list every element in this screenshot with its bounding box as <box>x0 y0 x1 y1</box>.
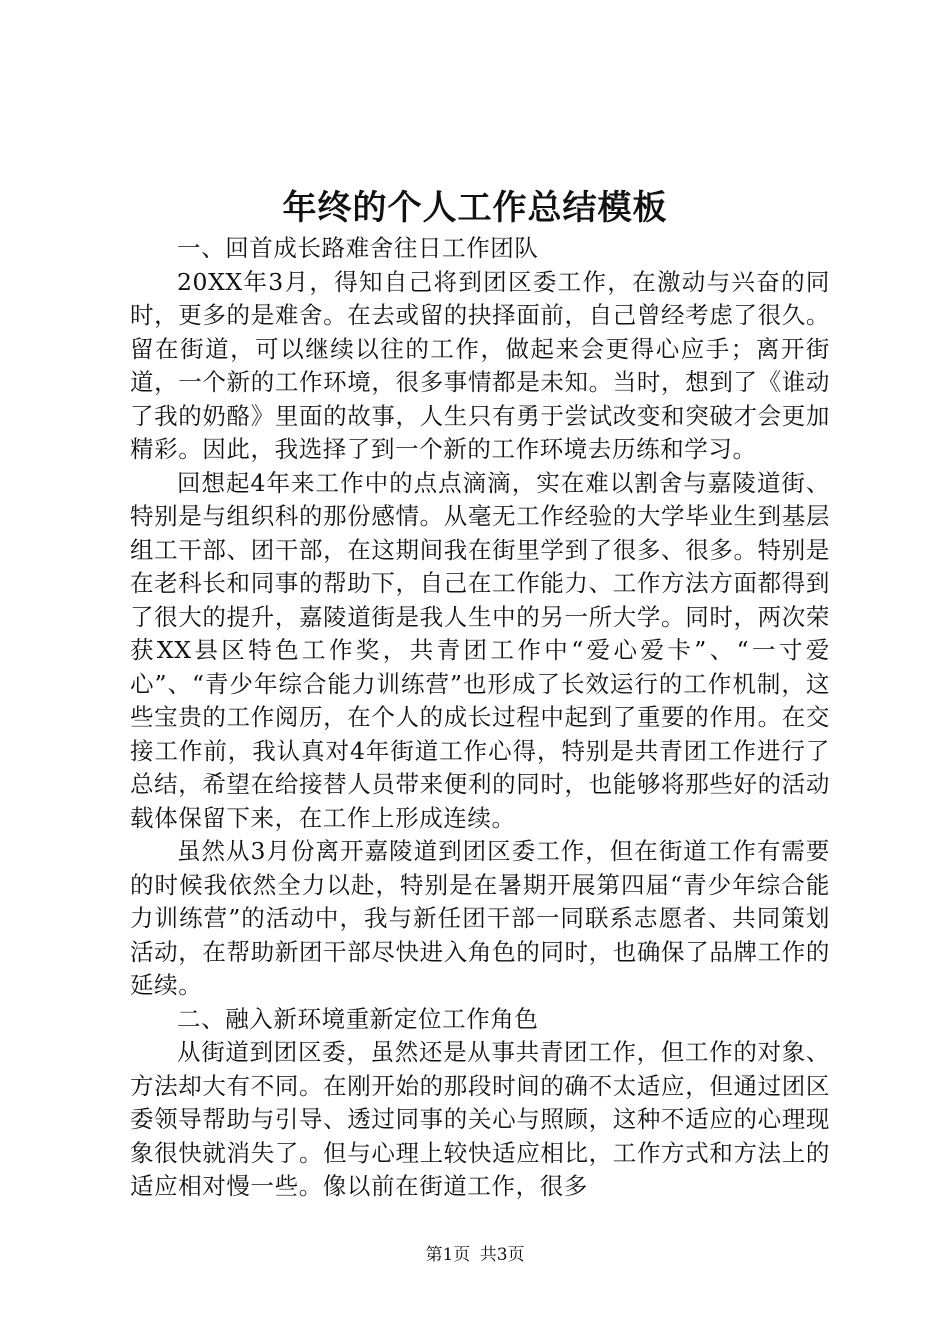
body-paragraph: 20XX年3月，得知自己将到团区委工作，在激动与兴奋的同时，更多的是难舍。在去或留的抉择面前，自己曾经考虑了很久。留在街道，可以继续以往的工作，做起来会更得心应手；离开街道，一个新的工作环境，很多事情都是未知。当时，想到了《谁动了我的奶酪》里面的故事，人生只有勇于尝试改变和突破才会更加精彩。因此，我选择了到一个新的工作环境去历练和学习。 <box>130 267 830 463</box>
section-heading-1: 一、回首成长路难舍往日工作团队 <box>177 234 539 262</box>
page-number: 第1页 <box>425 1245 471 1265</box>
body-paragraph: 虽然从3月份离开嘉陵道到团区委工作，但在街道工作有需要的时候我依然全力以赴，特别是在暑期开展第四届“青少年综合能力训练营”的活动中，我与新任团干部一同联系志愿者、共同策划活动，在帮助新团干部尽快进入角色的同时，也确保了品牌工作的延续。 <box>130 837 830 999</box>
page-total: 共3页 <box>479 1245 525 1265</box>
body-paragraph: 回想起4年来工作中的点点滴滴，实在难以割舍与嘉陵道街、特别是与组织科的那份感情。从毫无工作经验的大学毕业生到基层组工干部、团干部，在这期间我在街里学到了很多、很多。特别是在老科长和同事的帮助下，自己在工作能力、工作方法方面都得到了很大的提升，嘉陵道街是我人生中的另一所大学。同时，两次荣获XX县区特色工作奖，共青团工作中“爱心爱卡”、“一寸爱心”、“青少年综合能力训练营”也形成了长效运行的工作机制，这些宝贵的工作阅历，在个人的成长过程中起到了重要的作用。在交接工作前，我认真对4年街道工作心得，特别是共青团工作进行了总结，希望在给接替人员带来便利的同时，也能够将那些好的活动载体保留下来，在工作上形成连续。 <box>130 468 830 832</box>
document-body <box>130 232 830 1204</box>
page-footer <box>0 1244 950 1266</box>
document-title: 年终的个人工作总结模板 <box>282 188 668 228</box>
section-heading-2: 二、融入新环境重新定位工作角色 <box>177 1004 539 1033</box>
body-paragraph: 从街道到团区委，虽然还是从事共青团工作，但工作的对象、方法却大有不同。在刚开始的那段时间的确不太适应，但通过团区委领导帮助与引导、透过同事的关心与照顾，这种不适应的心理现象很快就消失了。但与心理上较快适应相比，工作方式和方法上的适应相对慢一些。像以前在街道工作，很多 <box>130 1038 830 1200</box>
